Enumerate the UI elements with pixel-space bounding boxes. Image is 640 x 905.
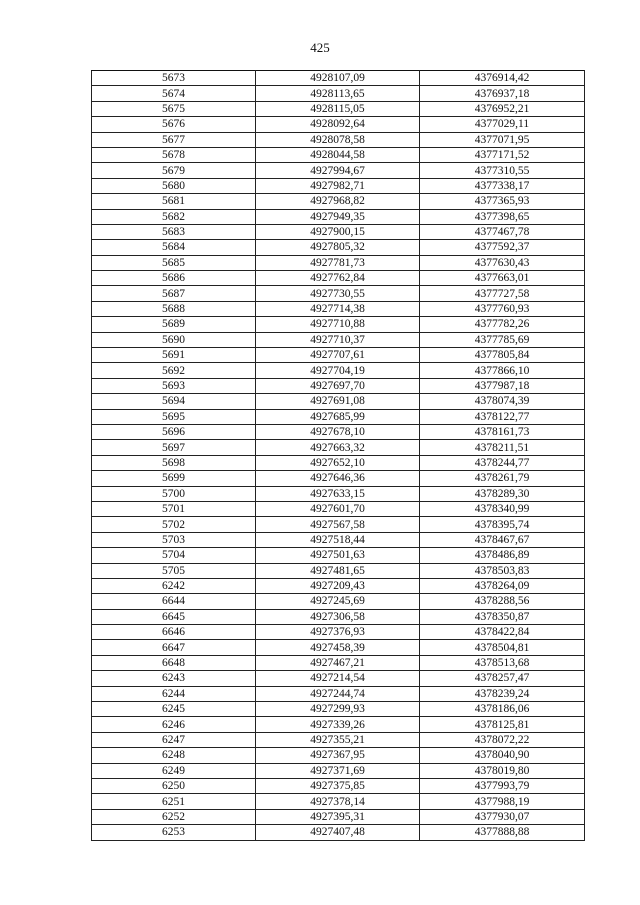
y-coordinate-cell: 4378289,30 <box>420 486 585 501</box>
x-coordinate-cell: 4927781,73 <box>256 255 420 270</box>
table-row <box>92 271 585 286</box>
x-coordinate-cell: 4927601,70 <box>256 501 420 516</box>
x-coordinate-cell: 4927467,21 <box>256 655 420 670</box>
point-number-cell: 6647 <box>92 640 256 655</box>
y-coordinate-cell: 4377993,79 <box>420 778 585 793</box>
point-number-cell: 5695 <box>92 409 256 424</box>
point-number-cell: 6242 <box>92 578 256 593</box>
y-coordinate-cell: 4378239,24 <box>420 686 585 701</box>
y-coordinate-cell: 4377029,11 <box>420 117 585 132</box>
y-coordinate-cell: 4377310,55 <box>420 163 585 178</box>
point-number-cell: 5678 <box>92 147 256 162</box>
x-coordinate-cell: 4927501,63 <box>256 548 420 563</box>
y-coordinate-cell: 4378504,81 <box>420 640 585 655</box>
table-row <box>92 748 585 763</box>
x-coordinate-cell: 4927339,26 <box>256 717 420 732</box>
x-coordinate-cell: 4927710,37 <box>256 332 420 347</box>
x-coordinate-cell: 4927714,38 <box>256 301 420 316</box>
table-row <box>92 394 585 409</box>
y-coordinate-cell: 4376952,21 <box>420 101 585 116</box>
x-coordinate-cell: 4927652,10 <box>256 455 420 470</box>
y-coordinate-cell: 4376914,42 <box>420 71 585 86</box>
table-row <box>92 578 585 593</box>
y-coordinate-cell: 4377630,43 <box>420 255 585 270</box>
point-number-cell: 6244 <box>92 686 256 701</box>
y-coordinate-cell: 4378486,89 <box>420 548 585 563</box>
table-row <box>92 702 585 717</box>
point-number-cell: 5693 <box>92 378 256 393</box>
x-coordinate-cell: 4927646,36 <box>256 471 420 486</box>
point-number-cell: 5679 <box>92 163 256 178</box>
table-row <box>92 763 585 778</box>
table-row <box>92 301 585 316</box>
point-number-cell: 5680 <box>92 178 256 193</box>
table-row <box>92 609 585 624</box>
point-number-cell: 5691 <box>92 348 256 363</box>
point-number-cell: 6247 <box>92 732 256 747</box>
x-coordinate-cell: 4927994,67 <box>256 163 420 178</box>
y-coordinate-cell: 4377888,88 <box>420 825 585 840</box>
table-row <box>92 548 585 563</box>
y-coordinate-cell: 4378288,56 <box>420 594 585 609</box>
table-row <box>92 501 585 516</box>
y-coordinate-cell: 4377782,26 <box>420 317 585 332</box>
table-row <box>92 717 585 732</box>
table-row <box>92 348 585 363</box>
x-coordinate-cell: 4927710,88 <box>256 317 420 332</box>
coordinates-table-body <box>92 71 585 841</box>
y-coordinate-cell: 4376937,18 <box>420 86 585 101</box>
table-row <box>92 440 585 455</box>
point-number-cell: 5677 <box>92 132 256 147</box>
x-coordinate-cell: 4927697,70 <box>256 378 420 393</box>
point-number-cell: 5675 <box>92 101 256 116</box>
table-row <box>92 71 585 86</box>
x-coordinate-cell: 4927376,93 <box>256 625 420 640</box>
y-coordinate-cell: 4377663,01 <box>420 271 585 286</box>
y-coordinate-cell: 4377071,95 <box>420 132 585 147</box>
point-number-cell: 6249 <box>92 763 256 778</box>
table-row <box>92 132 585 147</box>
table-row <box>92 594 585 609</box>
table-row <box>92 409 585 424</box>
x-coordinate-cell: 4927633,15 <box>256 486 420 501</box>
y-coordinate-cell: 4378513,68 <box>420 655 585 670</box>
x-coordinate-cell: 4927678,10 <box>256 424 420 439</box>
table-row <box>92 686 585 701</box>
y-coordinate-cell: 4378125,81 <box>420 717 585 732</box>
point-number-cell: 5690 <box>92 332 256 347</box>
point-number-cell: 6248 <box>92 748 256 763</box>
point-number-cell: 6252 <box>92 809 256 824</box>
x-coordinate-cell: 4927730,55 <box>256 286 420 301</box>
x-coordinate-cell: 4927245,69 <box>256 594 420 609</box>
y-coordinate-cell: 4378422,84 <box>420 625 585 640</box>
table-row <box>92 178 585 193</box>
point-number-cell: 5702 <box>92 517 256 532</box>
point-number-cell: 5676 <box>92 117 256 132</box>
y-coordinate-cell: 4378211,51 <box>420 440 585 455</box>
point-number-cell: 6246 <box>92 717 256 732</box>
point-number-cell: 5704 <box>92 548 256 563</box>
y-coordinate-cell: 4378186,06 <box>420 702 585 717</box>
table-row <box>92 332 585 347</box>
point-number-cell: 6250 <box>92 778 256 793</box>
point-number-cell: 6245 <box>92 702 256 717</box>
table-row <box>92 655 585 670</box>
x-coordinate-cell: 4927567,58 <box>256 517 420 532</box>
table-row <box>92 471 585 486</box>
x-coordinate-cell: 4927900,15 <box>256 224 420 239</box>
point-number-cell: 5705 <box>92 563 256 578</box>
y-coordinate-cell: 4378340,99 <box>420 501 585 516</box>
point-number-cell: 5684 <box>92 240 256 255</box>
x-coordinate-cell: 4927704,19 <box>256 363 420 378</box>
x-coordinate-cell: 4927805,32 <box>256 240 420 255</box>
table-row <box>92 224 585 239</box>
table-row <box>92 778 585 793</box>
point-number-cell: 6645 <box>92 609 256 624</box>
table-row <box>92 117 585 132</box>
x-coordinate-cell: 4927355,21 <box>256 732 420 747</box>
point-number-cell: 5698 <box>92 455 256 470</box>
table-row <box>92 86 585 101</box>
table-row <box>92 486 585 501</box>
y-coordinate-cell: 4377930,07 <box>420 809 585 824</box>
x-coordinate-cell: 4927378,14 <box>256 794 420 809</box>
x-coordinate-cell: 4927371,69 <box>256 763 420 778</box>
point-number-cell: 5692 <box>92 363 256 378</box>
table-row <box>92 794 585 809</box>
point-number-cell: 6243 <box>92 671 256 686</box>
x-coordinate-cell: 4927685,99 <box>256 409 420 424</box>
table-row <box>92 809 585 824</box>
y-coordinate-cell: 4377760,93 <box>420 301 585 316</box>
x-coordinate-cell: 4927367,95 <box>256 748 420 763</box>
point-number-cell: 5701 <box>92 501 256 516</box>
point-number-cell: 5697 <box>92 440 256 455</box>
y-coordinate-cell: 4378261,79 <box>420 471 585 486</box>
y-coordinate-cell: 4377398,65 <box>420 209 585 224</box>
point-number-cell: 5673 <box>92 71 256 86</box>
table-row <box>92 163 585 178</box>
x-coordinate-cell: 4928044,58 <box>256 147 420 162</box>
table-row <box>92 732 585 747</box>
table-row <box>92 255 585 270</box>
x-coordinate-cell: 4927762,84 <box>256 271 420 286</box>
table-row <box>92 194 585 209</box>
table-row <box>92 286 585 301</box>
x-coordinate-cell: 4928113,65 <box>256 86 420 101</box>
y-coordinate-cell: 4378161,73 <box>420 424 585 439</box>
y-coordinate-cell: 4378467,67 <box>420 532 585 547</box>
point-number-cell: 5703 <box>92 532 256 547</box>
coordinates-table <box>91 70 585 841</box>
y-coordinate-cell: 4377785,69 <box>420 332 585 347</box>
y-coordinate-cell: 4377467,78 <box>420 224 585 239</box>
x-coordinate-cell: 4927214,54 <box>256 671 420 686</box>
x-coordinate-cell: 4928107,09 <box>256 71 420 86</box>
table-row <box>92 640 585 655</box>
point-number-cell: 5682 <box>92 209 256 224</box>
y-coordinate-cell: 4377727,58 <box>420 286 585 301</box>
y-coordinate-cell: 4378074,39 <box>420 394 585 409</box>
y-coordinate-cell: 4378395,74 <box>420 517 585 532</box>
x-coordinate-cell: 4927306,58 <box>256 609 420 624</box>
point-number-cell: 6253 <box>92 825 256 840</box>
y-coordinate-cell: 4377171,52 <box>420 147 585 162</box>
point-number-cell: 5696 <box>92 424 256 439</box>
y-coordinate-cell: 4378264,09 <box>420 578 585 593</box>
table-row <box>92 455 585 470</box>
table-row <box>92 363 585 378</box>
y-coordinate-cell: 4377988,19 <box>420 794 585 809</box>
y-coordinate-cell: 4378503,83 <box>420 563 585 578</box>
point-number-cell: 5685 <box>92 255 256 270</box>
x-coordinate-cell: 4928115,05 <box>256 101 420 116</box>
table-row <box>92 625 585 640</box>
y-coordinate-cell: 4378019,80 <box>420 763 585 778</box>
table-row <box>92 563 585 578</box>
x-coordinate-cell: 4927982,71 <box>256 178 420 193</box>
page-number: 425 <box>310 40 330 55</box>
point-number-cell: 6646 <box>92 625 256 640</box>
x-coordinate-cell: 4927209,43 <box>256 578 420 593</box>
y-coordinate-cell: 4377866,10 <box>420 363 585 378</box>
x-coordinate-cell: 4928092,64 <box>256 117 420 132</box>
point-number-cell: 5687 <box>92 286 256 301</box>
table-row <box>92 378 585 393</box>
y-coordinate-cell: 4378040,90 <box>420 748 585 763</box>
table-row <box>92 517 585 532</box>
x-coordinate-cell: 4927407,48 <box>256 825 420 840</box>
table-row <box>92 101 585 116</box>
x-coordinate-cell: 4927518,44 <box>256 532 420 547</box>
point-number-cell: 5694 <box>92 394 256 409</box>
y-coordinate-cell: 4378350,87 <box>420 609 585 624</box>
x-coordinate-cell: 4927244,74 <box>256 686 420 701</box>
y-coordinate-cell: 4377805,84 <box>420 348 585 363</box>
table-row <box>92 240 585 255</box>
point-number-cell: 5700 <box>92 486 256 501</box>
table-row <box>92 825 585 840</box>
y-coordinate-cell: 4378257,47 <box>420 671 585 686</box>
x-coordinate-cell: 4927458,39 <box>256 640 420 655</box>
y-coordinate-cell: 4377592,37 <box>420 240 585 255</box>
x-coordinate-cell: 4927691,08 <box>256 394 420 409</box>
point-number-cell: 5688 <box>92 301 256 316</box>
x-coordinate-cell: 4927481,65 <box>256 563 420 578</box>
x-coordinate-cell: 4927968,82 <box>256 194 420 209</box>
table-row <box>92 147 585 162</box>
y-coordinate-cell: 4377338,17 <box>420 178 585 193</box>
y-coordinate-cell: 4378072,22 <box>420 732 585 747</box>
y-coordinate-cell: 4377987,18 <box>420 378 585 393</box>
table-row <box>92 317 585 332</box>
y-coordinate-cell: 4377365,93 <box>420 194 585 209</box>
point-number-cell: 5681 <box>92 194 256 209</box>
point-number-cell: 5683 <box>92 224 256 239</box>
point-number-cell: 5686 <box>92 271 256 286</box>
point-number-cell: 6644 <box>92 594 256 609</box>
y-coordinate-cell: 4378122,77 <box>420 409 585 424</box>
table-row <box>92 424 585 439</box>
point-number-cell: 6648 <box>92 655 256 670</box>
table-row <box>92 209 585 224</box>
point-number-cell: 6251 <box>92 794 256 809</box>
table-row <box>92 532 585 547</box>
x-coordinate-cell: 4927949,35 <box>256 209 420 224</box>
table-row <box>92 671 585 686</box>
x-coordinate-cell: 4927663,32 <box>256 440 420 455</box>
x-coordinate-cell: 4927395,31 <box>256 809 420 824</box>
x-coordinate-cell: 4927707,61 <box>256 348 420 363</box>
x-coordinate-cell: 4928078,58 <box>256 132 420 147</box>
point-number-cell: 5689 <box>92 317 256 332</box>
point-number-cell: 5674 <box>92 86 256 101</box>
x-coordinate-cell: 4927375,85 <box>256 778 420 793</box>
y-coordinate-cell: 4378244,77 <box>420 455 585 470</box>
x-coordinate-cell: 4927299,93 <box>256 702 420 717</box>
point-number-cell: 5699 <box>92 471 256 486</box>
